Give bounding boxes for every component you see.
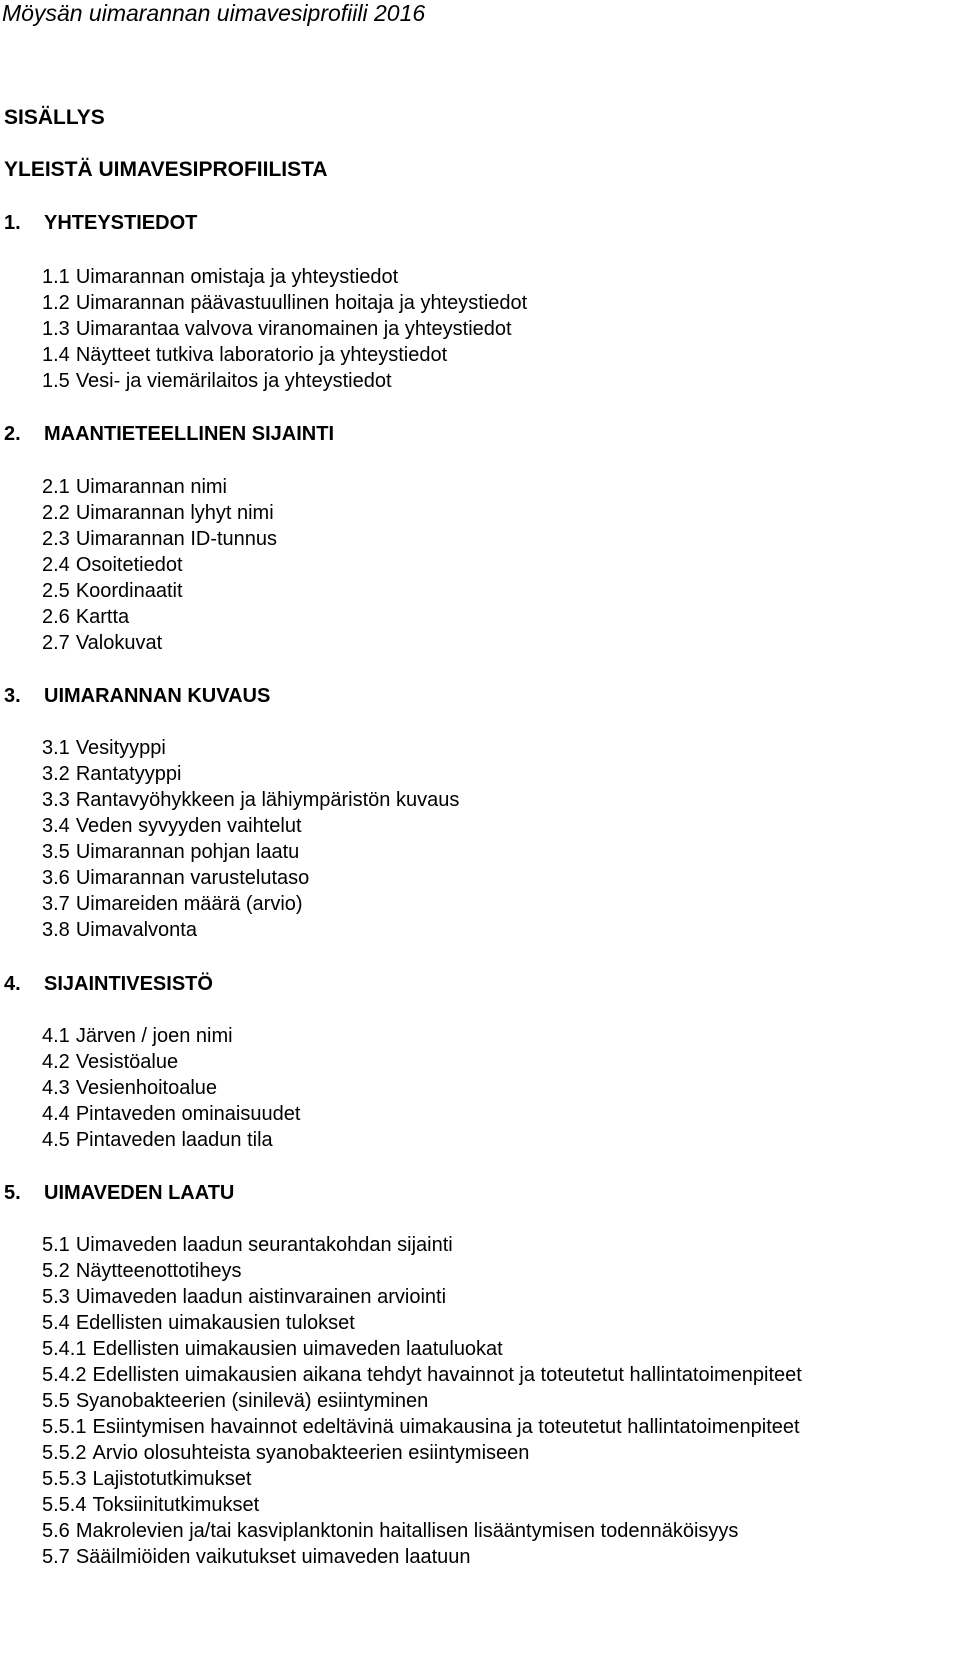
toc-item-number: 5.6: [42, 1520, 70, 1542]
section-number: 2.: [4, 423, 21, 445]
toc-item-number: 2.7: [42, 632, 70, 654]
toc-item: [42, 787, 459, 813]
toc-item-text: Koordinaatit: [75, 580, 183, 602]
section-heading: [4, 972, 213, 996]
toc-item-text: Syanobakteerien (sinilevä) esiintyminen: [75, 1390, 429, 1412]
toc-item: [42, 1101, 300, 1127]
toc-item-text: Vesityyppi: [75, 737, 166, 759]
toc-item-number: 1.5: [42, 370, 70, 392]
toc-item: [42, 1336, 503, 1362]
section-number: 5.: [4, 1182, 21, 1204]
toc-item-text: Näytteet tutkiva laboratorio ja yhteystiedot: [75, 344, 448, 366]
section-heading: [4, 211, 197, 235]
toc-item: [42, 1232, 453, 1258]
toc-item-number: 5.4.2: [42, 1364, 87, 1386]
toc-item-text: Edellisten uimakausien aikana tehdyt havainnot ja toteutetut hallintatoimenpiteet: [92, 1364, 802, 1386]
toc-item-number: 1.2: [42, 292, 70, 314]
section-number: 4.: [4, 973, 21, 995]
section-heading: [4, 684, 270, 708]
toc-item-number: 5.1: [42, 1234, 70, 1256]
toc-item: [42, 1362, 802, 1388]
toc-item: [42, 578, 183, 604]
toc-item-number: 2.1: [42, 476, 70, 498]
section-title: UIMARANNAN KUVAUS: [44, 685, 271, 707]
toc-item: [42, 342, 447, 368]
toc-item: [42, 1023, 233, 1049]
toc-item-text: Edellisten uimakausien uimaveden laatuluokat: [92, 1338, 503, 1360]
toc-item: [42, 813, 302, 839]
toc-item-text: Toksiinitutkimukset: [92, 1494, 260, 1516]
toc-item: [42, 552, 183, 578]
toc-item: [42, 526, 277, 552]
toc-item: [42, 1544, 471, 1570]
toc-item-text: Vesienhoitoalue: [75, 1077, 218, 1099]
toc-item-text: Osoitetiedot: [75, 554, 183, 576]
toc-item-number: 5.3: [42, 1286, 70, 1308]
toc-item-text: Uimaveden laadun seurantakohdan sijainti: [75, 1234, 453, 1256]
toc-item-number: 5.5.3: [42, 1468, 87, 1490]
section-heading: [4, 422, 334, 446]
toc-item-number: 2.5: [42, 580, 70, 602]
toc-item-number: 3.1: [42, 737, 70, 759]
toc-item: [42, 1284, 446, 1310]
toc-item-number: 5.5.4: [42, 1494, 87, 1516]
toc-item-text: Rantatyyppi: [75, 763, 182, 785]
toc-item-text: Uimarantaa valvova viranomainen ja yhteystiedot: [75, 318, 512, 340]
toc-item-number: 5.4: [42, 1312, 70, 1334]
toc-item-number: 4.4: [42, 1103, 70, 1125]
toc-item: [42, 1414, 800, 1440]
toc-item-text: Pintaveden laadun tila: [75, 1129, 273, 1151]
toc-item: [42, 839, 299, 865]
toc-item-text: Uimareiden määrä (arvio): [75, 893, 303, 915]
toc-item-text: Näytteenottotiheys: [75, 1260, 242, 1282]
toc-item-number: 3.7: [42, 893, 70, 915]
toc-item-text: Veden syvyyden vaihtelut: [75, 815, 302, 837]
toc-item: [42, 1388, 428, 1414]
toc-item-number: 3.5: [42, 841, 70, 863]
toc-item-number: 5.4.1: [42, 1338, 87, 1360]
toc-item-text: Arvio olosuhteista syanobakteerien esiintymiseen: [92, 1442, 530, 1464]
toc-item: [42, 1310, 355, 1336]
toc-item-text: Lajistotutkimukset: [92, 1468, 252, 1490]
toc-item-number: 1.4: [42, 344, 70, 366]
page-title: Möysän uimarannan uimavesiprofiili 2016: [2, 0, 426, 26]
toc-item-text: Vesi- ja viemärilaitos ja yhteystiedot: [75, 370, 392, 392]
toc-item-number: 3.6: [42, 867, 70, 889]
toc-item: [42, 474, 227, 500]
toc-item: [42, 1518, 738, 1544]
toc-item-number: 2.3: [42, 528, 70, 550]
toc-item: [42, 264, 398, 290]
section-number: 1.: [4, 212, 21, 234]
section-title: SIJAINTIVESISTÖ: [44, 973, 213, 995]
toc-item-number: 2.4: [42, 554, 70, 576]
section-heading: [4, 1181, 234, 1205]
toc-item: [42, 891, 303, 917]
toc-item: [42, 1466, 251, 1492]
toc-item: [42, 761, 181, 787]
toc-item: [42, 500, 274, 526]
toc-item-number: 5.2: [42, 1260, 70, 1282]
toc-item-text: Uimaveden laadun aistinvarainen arviointi: [75, 1286, 447, 1308]
toc-item-text: Pintaveden ominaisuudet: [75, 1103, 301, 1125]
toc-item-number: 1.3: [42, 318, 70, 340]
toc-item-text: Makrolevien ja/tai kasviplanktonin haitallisen lisääntymisen todennäköisyys: [75, 1520, 739, 1542]
toc-item-number: 3.8: [42, 919, 70, 941]
toc-item-text: Esiintymisen havainnot edeltävinä uimakausina ja toteutetut hallintatoimenpiteet: [92, 1416, 800, 1438]
toc-item-text: Uimarannan pohjan laatu: [75, 841, 300, 863]
toc-item: [42, 368, 392, 394]
toc-item-text: Sääilmiöiden vaikutukset uimaveden laatuun: [75, 1546, 471, 1568]
toc-item-text: Valokuvat: [75, 632, 163, 654]
toc-heading: SISÄLLYS: [4, 106, 105, 129]
toc-item-number: 3.4: [42, 815, 70, 837]
toc-item-text: Uimavalvonta: [75, 919, 197, 941]
toc-item: [42, 865, 309, 891]
section-title: MAANTIETEELLINEN SIJAINTI: [44, 423, 335, 445]
toc-item-number: 2.6: [42, 606, 70, 628]
toc-item-text: Kartta: [75, 606, 130, 628]
toc-item-text: Vesistöalue: [75, 1051, 179, 1073]
toc-item-text: Uimarannan nimi: [75, 476, 227, 498]
toc-item-text: Järven / joen nimi: [75, 1025, 233, 1047]
toc-item-text: Uimarannan omistaja ja yhteystiedot: [75, 266, 399, 288]
toc-item: [42, 1258, 241, 1284]
toc-item-text: Uimarannan päävastuullinen hoitaja ja yhteystiedot: [75, 292, 528, 314]
toc-item-number: 4.5: [42, 1129, 70, 1151]
toc-item: [42, 604, 129, 630]
toc-item-number: 5.5: [42, 1390, 70, 1412]
toc-item-number: 4.1: [42, 1025, 70, 1047]
toc-item-text: Uimarannan ID-tunnus: [75, 528, 278, 550]
toc-item-text: Uimarannan varustelutaso: [75, 867, 310, 889]
toc-item: [42, 1440, 529, 1466]
toc-item-number: 5.5.2: [42, 1442, 87, 1464]
toc-item: [42, 1049, 178, 1075]
toc-item: [42, 1127, 273, 1153]
toc-item-text: Rantavyöhykkeen ja lähiympäristön kuvaus: [75, 789, 460, 811]
section-number: 3.: [4, 685, 21, 707]
toc-item-number: 3.2: [42, 763, 70, 785]
intro-heading: YLEISTÄ UIMAVESIPROFIILISTA: [4, 158, 328, 181]
toc-item-number: 1.1: [42, 266, 70, 288]
toc-item: [42, 917, 197, 943]
toc-item-number: 2.2: [42, 502, 70, 524]
toc-item: [42, 1075, 217, 1101]
toc-item: [42, 1492, 259, 1518]
toc-item-number: 4.3: [42, 1077, 70, 1099]
toc-item: [42, 735, 166, 761]
toc-item-number: 5.7: [42, 1546, 70, 1568]
toc-item-number: 4.2: [42, 1051, 70, 1073]
toc-item-number: 5.5.1: [42, 1416, 87, 1438]
toc-item: [42, 290, 527, 316]
section-title: UIMAVEDEN LAATU: [44, 1182, 235, 1204]
toc-item: [42, 316, 512, 342]
toc-item-number: 3.3: [42, 789, 70, 811]
toc-item: [42, 630, 162, 656]
toc-item-text: Uimarannan lyhyt nimi: [75, 502, 274, 524]
section-title: YHTEYSTIEDOT: [44, 212, 198, 234]
toc-item-text: Edellisten uimakausien tulokset: [75, 1312, 355, 1334]
